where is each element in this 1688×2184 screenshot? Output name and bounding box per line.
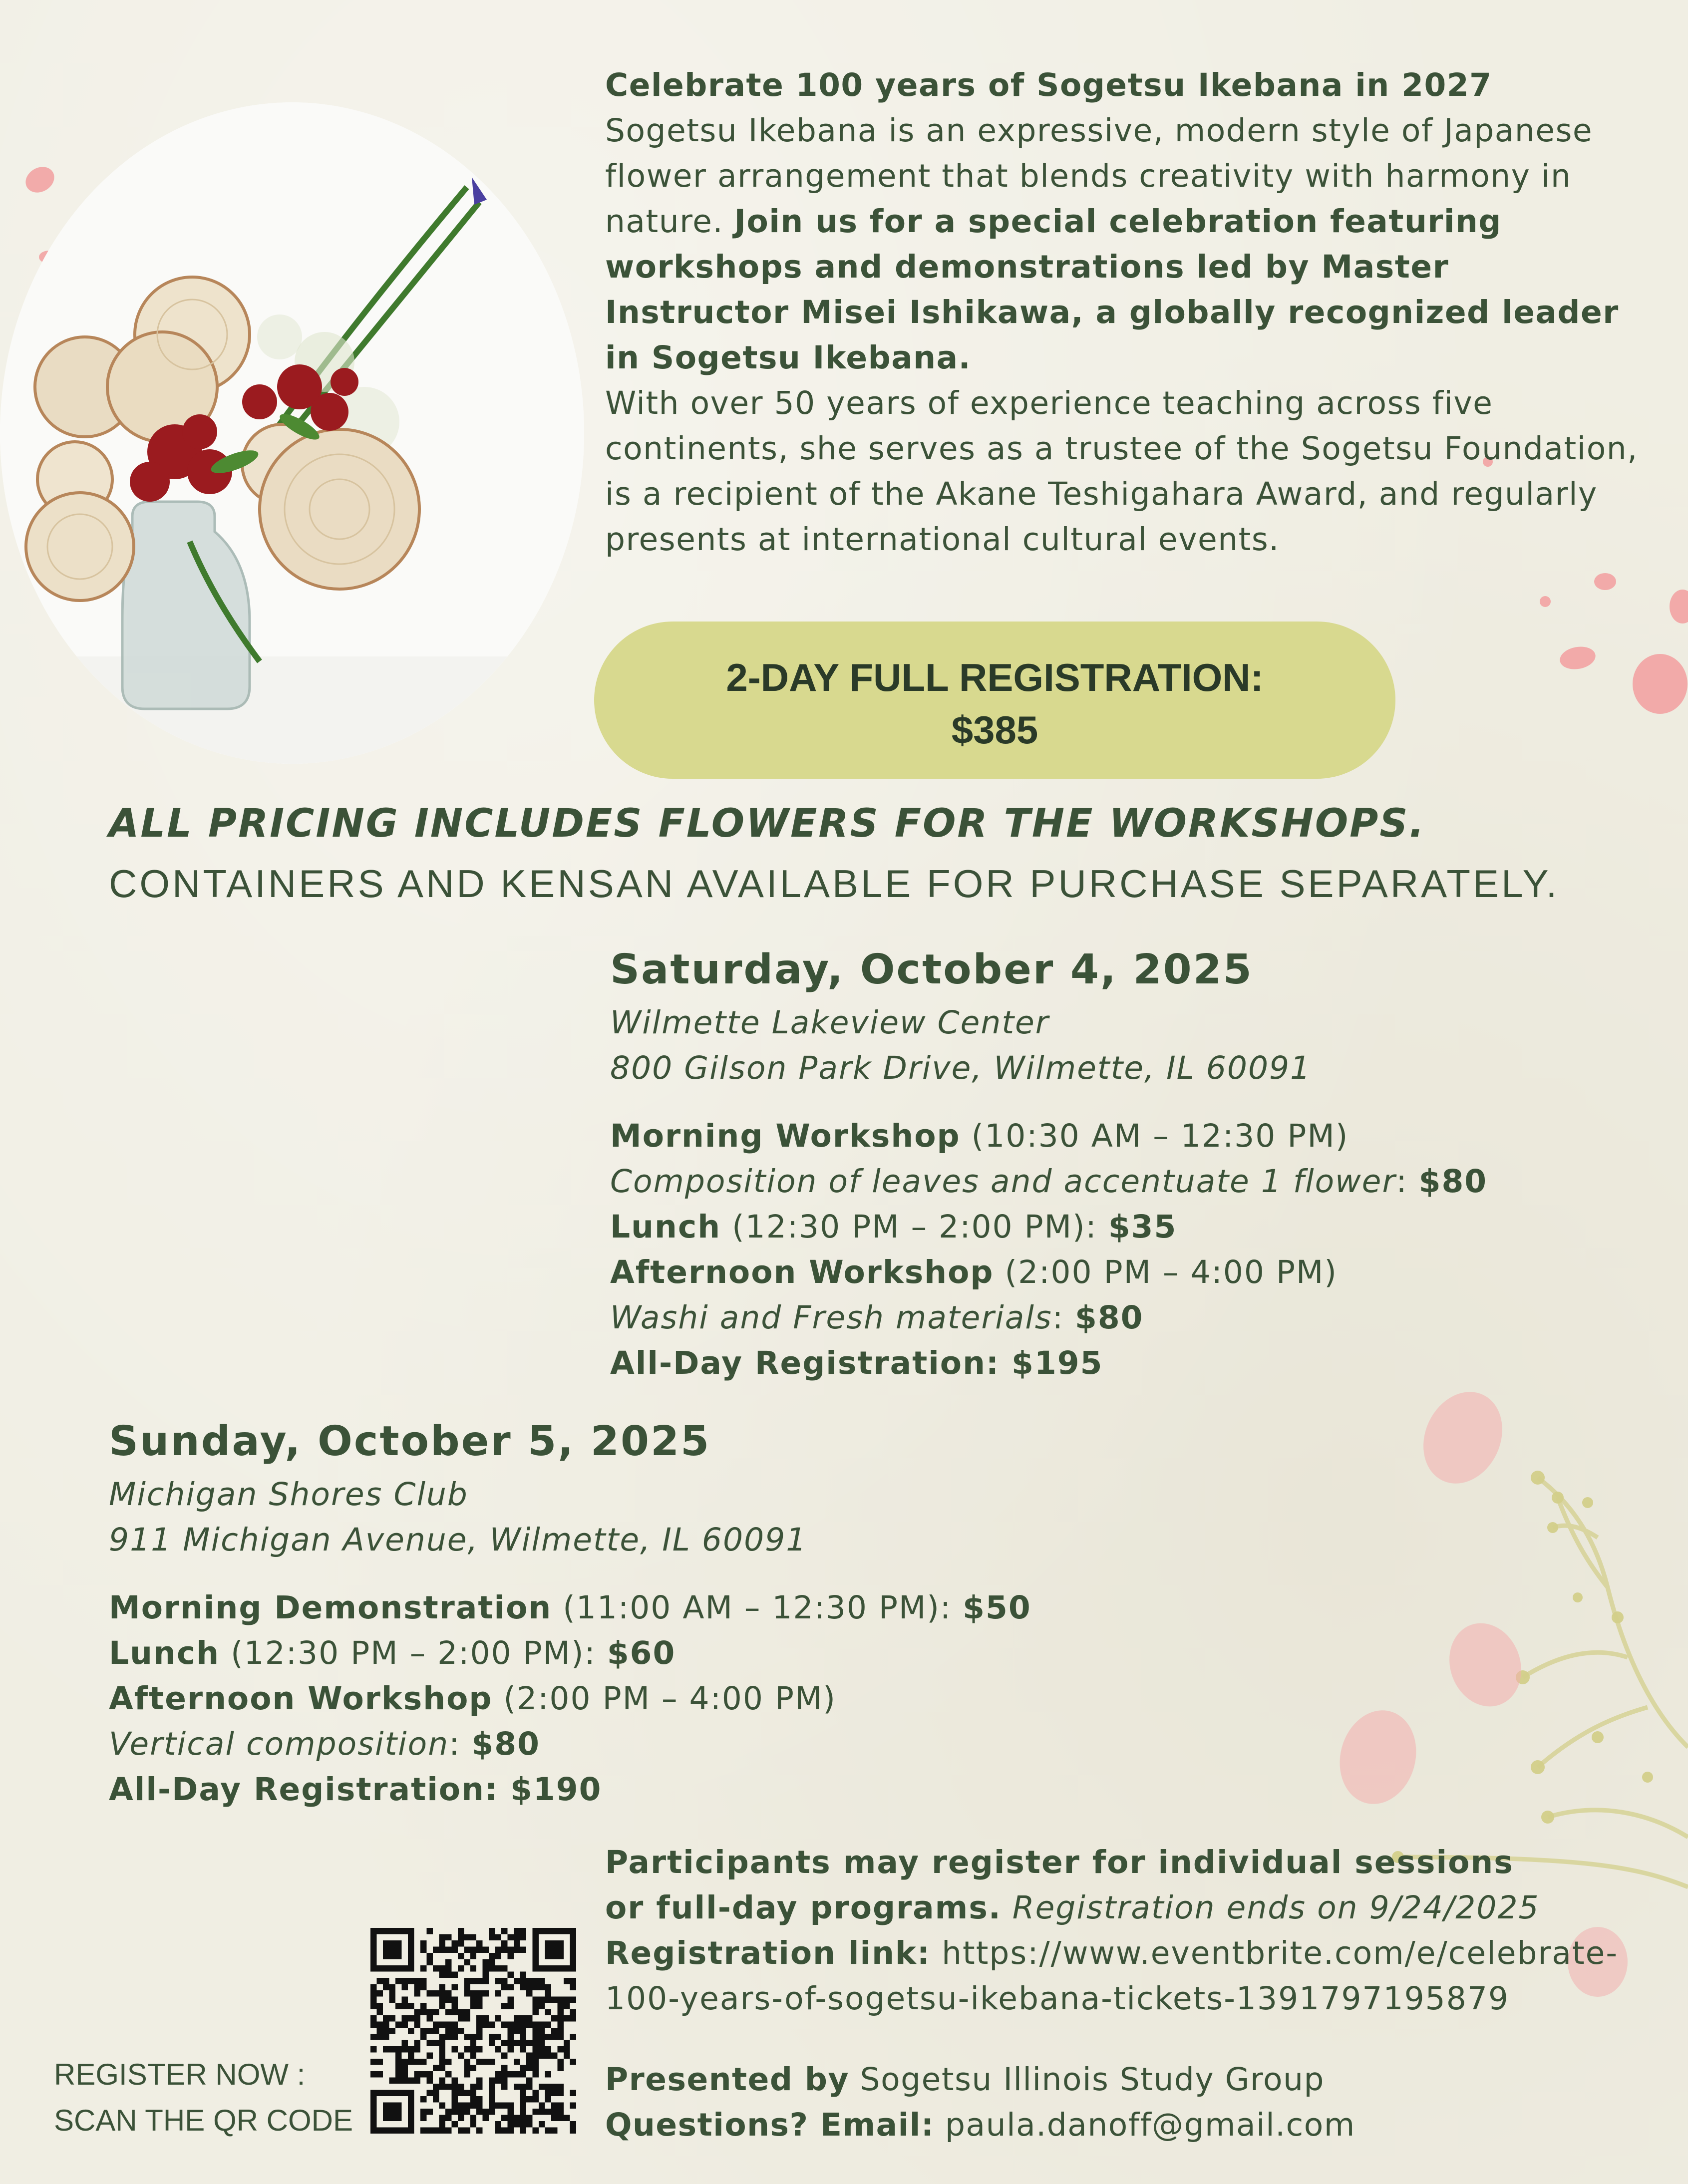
sunday-afternoon-label: Afternoon Workshop <box>109 1680 493 1717</box>
saturday-venue-name: Wilmette Lakeview Center <box>610 1004 1049 1041</box>
sunday-allday-registration: All-Day Registration: $190 <box>109 1771 602 1808</box>
questions-email-label: Questions? Email: <box>605 2107 935 2143</box>
saturday-schedule <box>610 1113 1487 1386</box>
saturday-morning-desc: Composition of leaves and accentuate 1 flower <box>610 1163 1396 1200</box>
registration-note-line1: Participants may register for individual sessions <box>605 1844 1514 1880</box>
qr-prompt <box>54 2052 353 2144</box>
sunday-afternoon-workshop <box>109 1676 1031 1721</box>
saturday-lunch-label: Lunch <box>610 1209 721 1245</box>
intro-text <box>605 62 1644 562</box>
sunday-lunch <box>109 1630 1031 1676</box>
sunday-morning-demo <box>109 1585 1031 1630</box>
saturday-lunch-price: $35 <box>1108 1209 1177 1245</box>
contact-email[interactable]: paula.danoff@gmail.com <box>934 2107 1355 2143</box>
sunday-afternoon-detail: Vertical composition: $80 <box>109 1726 540 1762</box>
full-registration-label: 2-DAY FULL REGISTRATION: <box>726 655 1264 699</box>
registration-note-line2: or full-day programs. <box>605 1889 1002 1926</box>
saturday-lunch <box>610 1204 1487 1249</box>
sunday-morning-time: (11:00 AM – 12:30 PM): <box>552 1589 963 1626</box>
sunday-afternoon-desc: Vertical composition <box>109 1726 449 1762</box>
full-registration-badge <box>594 622 1395 779</box>
sunday-venue-name: Michigan Shores Club <box>109 1476 468 1513</box>
sunday-lunch-time: (12:30 PM – 2:00 PM): <box>220 1635 607 1671</box>
intro-paragraph-1: Sogetsu Ikebana is an expressive, modern style of Japanese flower arrangement that blends creativity with harmony in nature. <box>605 112 1593 240</box>
sunday-address: 911 Michigan Avenue, Wilmette, IL 60091 <box>109 1522 807 1558</box>
sunday-lunch-label: Lunch <box>109 1635 220 1671</box>
saturday-afternoon-detail: Washi and Fresh materials: $80 <box>610 1299 1144 1336</box>
sunday-schedule <box>109 1585 1031 1812</box>
registration-link-url-part1[interactable]: https://www.eventbrite.com/e/celebrate- <box>931 1935 1619 1971</box>
intro-heading: Celebrate 100 years of Sogetsu Ikebana in 2027 <box>605 67 1492 103</box>
qr-prompt-line2: SCAN THE QR CODE <box>54 2104 353 2137</box>
ikebana-photo <box>0 102 584 764</box>
qr-code[interactable] <box>370 1928 576 2134</box>
intro-paragraph-1-bold: Join us for a special celebration featuring workshops and demonstrations led by Master Instructor Misei Ishikawa, a globally recognized leader in Sogetsu Ikebana. <box>605 203 1619 376</box>
registration-link-label: Registration link: <box>605 1935 931 1971</box>
saturday-afternoon-workshop <box>610 1249 1487 1295</box>
sunday-afternoon-price: $80 <box>471 1726 540 1762</box>
sunday-morning-price: $50 <box>963 1589 1031 1626</box>
saturday-morning-label: Morning Workshop <box>610 1118 961 1154</box>
sunday-venue <box>109 1472 807 1562</box>
saturday-address: 800 Gilson Park Drive, Wilmette, IL 60091 <box>610 1050 1312 1086</box>
presented-by-label: Presented by <box>605 2061 850 2098</box>
presented-by-value: Sogetsu Illinois Study Group <box>849 2061 1325 2098</box>
saturday-afternoon-time: (2:00 PM – 4:00 PM) <box>994 1254 1338 1290</box>
saturday-morning-time: (10:30 AM – 12:30 PM) <box>960 1118 1349 1154</box>
qr-prompt-line1: REGISTER NOW : <box>54 2058 306 2091</box>
saturday-morning-workshop <box>610 1113 1487 1159</box>
pricing-note-flowers: ALL PRICING INCLUDES FLOWERS FOR THE WORKSHOPS. <box>109 801 1426 846</box>
saturday-lunch-time: (12:30 PM – 2:00 PM): <box>721 1209 1108 1245</box>
registration-deadline: Registration ends on 9/24/2025 <box>1001 1889 1540 1926</box>
saturday-allday-registration: All-Day Registration: $195 <box>610 1345 1103 1381</box>
sunday-afternoon-time: (2:00 PM – 4:00 PM) <box>492 1680 836 1717</box>
sunday-title: Sunday, October 5, 2025 <box>109 1418 711 1465</box>
full-registration-price: $385 <box>951 708 1038 752</box>
intro-paragraph-2: With over 50 years of experience teaching across five continents, she serves as a trustee of the Sogetsu Foundation, is a recipient of the Akane Teshigahara Award, and regularly presents at international cultural events. <box>605 385 1638 558</box>
saturday-afternoon-label: Afternoon Workshop <box>610 1254 994 1290</box>
sunday-morning-label: Morning Demonstration <box>109 1589 552 1626</box>
saturday-morning-detail: Composition of leaves and accentuate 1 flower: $80 <box>610 1163 1488 1200</box>
saturday-venue <box>610 1000 1311 1091</box>
pricing-note-containers: CONTAINERS AND KENSAN AVAILABLE FOR PURCHASE SEPARATELY. <box>109 862 1560 906</box>
saturday-morning-price: $80 <box>1418 1163 1488 1200</box>
registration-info <box>605 1840 1618 2021</box>
registration-link-url-part2[interactable]: 100-years-of-sogetsu-ikebana-tickets-1391797195879 <box>605 1980 1509 2017</box>
presenter-info <box>605 2057 1355 2148</box>
sunday-lunch-price: $60 <box>607 1635 676 1671</box>
saturday-title: Saturday, October 4, 2025 <box>610 946 1253 993</box>
saturday-afternoon-price: $80 <box>1075 1299 1144 1336</box>
saturday-afternoon-desc: Washi and Fresh materials <box>610 1299 1052 1336</box>
